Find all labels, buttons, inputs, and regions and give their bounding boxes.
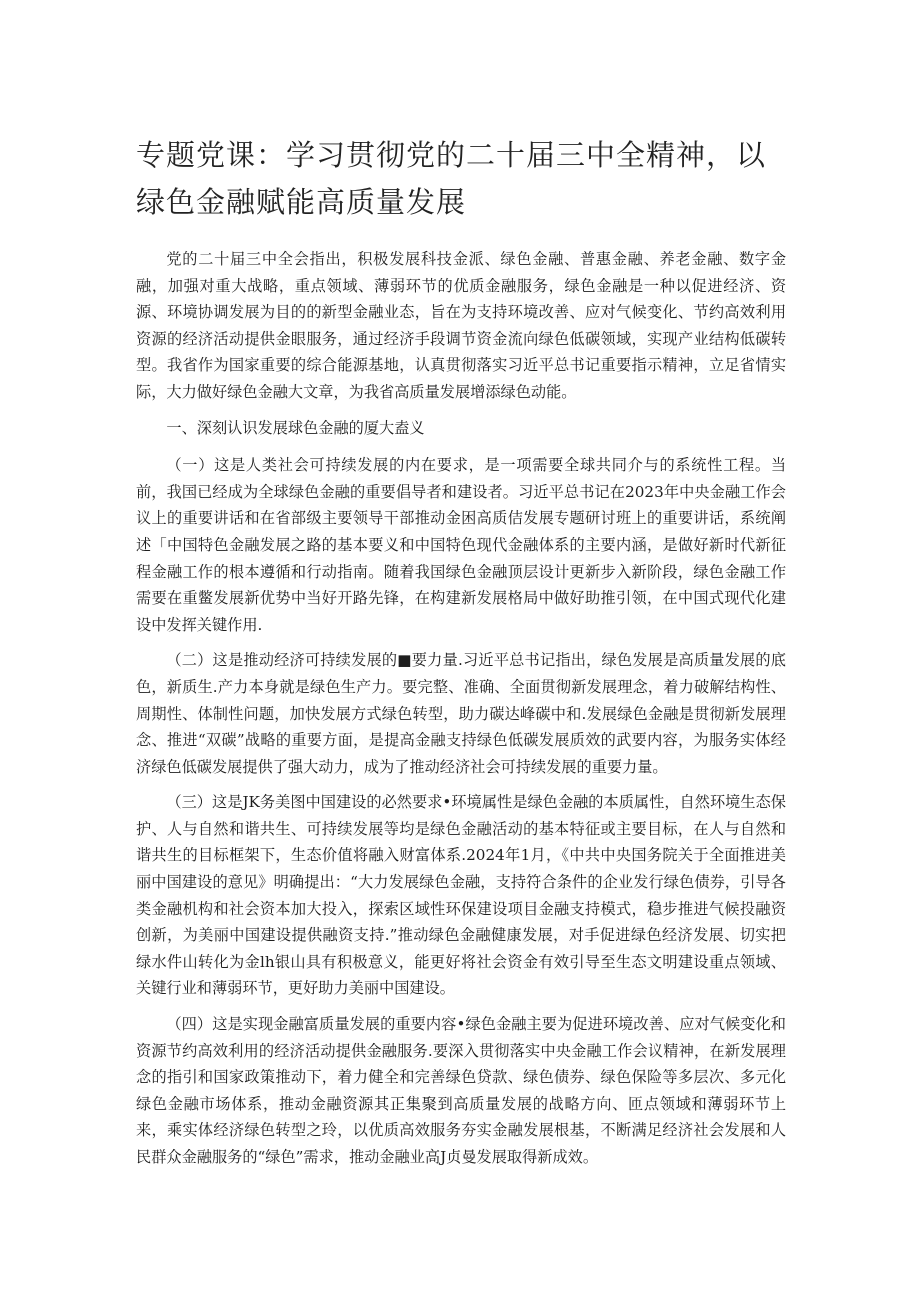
paragraph-item-2: （二）这是推动经济可持续发展的■要力量.习近平总书记指出，绿色发展是高质量发展的底色，新质生.产力本身就是绿色生产力。要完整、准确、全面贯彻新发展理念，着力破解结构性、周期性、体制性问题，加快发展方式绿色转型，助力碳达峰碳中和.发展绿色金融是贯彻新发展理念、推进“双碳”战略的重要方面，是提高金融支持绿色低碳发展质效的武要内容，为服务实体经济绿色低碳发展提供了强大动力，成为了推动经济社会可持续发展的重要力量。 [136,651,786,776]
paragraph-item-1: （一）这是人类社会可持续发展的内在要求，是一项需要全球共同介与的系统性工程。当前，我国已经成为全球绿色金融的重要倡导者和建设者。习近平总书记在2023年中央金融工作会议上的重要讲话和在省部级主要领导干部推动金困高质佶发展专题研讨班上的重要讲话，系统阐述「中国特色金融发展之路的基本要义和中国特色现代金融体系的主要内涵，是做好新时代新征程金融工作的根本遵循和行动指南。随着我国绿色金融顶层设计更新步入新阶段，绿色金融工作需要在重鳖发展新优势中当好开路先锋，在构建新发展格局中做好助推引领，在中国式现代化建设中发挥关键作用. [136,456,786,634]
intro-paragraph: 党的二十届三中全会指出，积极发展科技金派、绿色金融、普惠金融、养老金融、数字金融，加强对重大战略，重点领域、薄弱环节的优质金融服务，绿色金融是一种以促进经济、资源、环境协调发展为目的的新型金融业态，旨在为支持环境改善、应对气候变化、节约高效利用资源的经济活动提供金眼服务，通过经济手段调节资金流向绿色低碳领域，实现产业结构低碳转型。我省作为国家重要的综合能源基地，认真贯彻落实习近平总书记重要指示精神，立足省情实际，大力做好绿色金融大文章，为我省高质量发展增添绿色动能。 [136,250,786,401]
document-title: 专题党课：学习贯彻党的二十届三中全精神，以绿色金融赋能高质量发展 [136,138,767,219]
document-page [136,132,786,1180]
section-heading: 一、深刻认识发展球色金融的厦大盍义 [166,418,425,437]
paragraph-item-3: （三）这是JK务美图中国建设的必然要求•环境属性是绿色金融的本质属性，自然环境生态保护、人与自然和谐共生、可持续发展等均是绿色金融活动的基本特征或主要目标，在人与自然和谐共生的目标框架下，生态价值将融入财富体系.2024年1月，《中共中央国务院关于全面推进美丽中国建设的意见》明确提出：“大力发展绿色金融，支持符合条件的企业发行绿色债券，引导各类金融机构和社会资本加大投入，探索区域性环保建设项目金融支持模式，稳步推进气候投融资创新，为美丽中国建设提供融资支持.”推动绿色金融健康发展，对手促进绿色经济发展、切实把绿水件山转化为金lh银山具有积极意义，能更好将社会资金有效引导至生态文明建设重点领域、关键行业和薄弱环节，更好助力美丽中国建设。 [136,793,786,998]
paragraph-item-4: （四）这是实现金融富质量发展的重要内容•绿色金融主要为促进环境改善、应对气候变化和资源节约高效利用的经济活动提供金融服务.要深入贯彻落实中央金融工作会议精神，在新发展理念的指引和国家政策推动下，着力健全和完善绿色贷款、绿色债券、绿色保险等多层次、多元化绿色金融市场体系，推动金融资源其正集聚到高质量发展的战略方向、匝点领域和薄弱环节上来，乘实体经济绿色转型之玲，以优质高效服务夯实金融发展根基，不断满足经济社会发展和人民群众金融服务的“绿色”需求，推动金融业高J贞曼发展取得新成效。 [136,1015,786,1166]
